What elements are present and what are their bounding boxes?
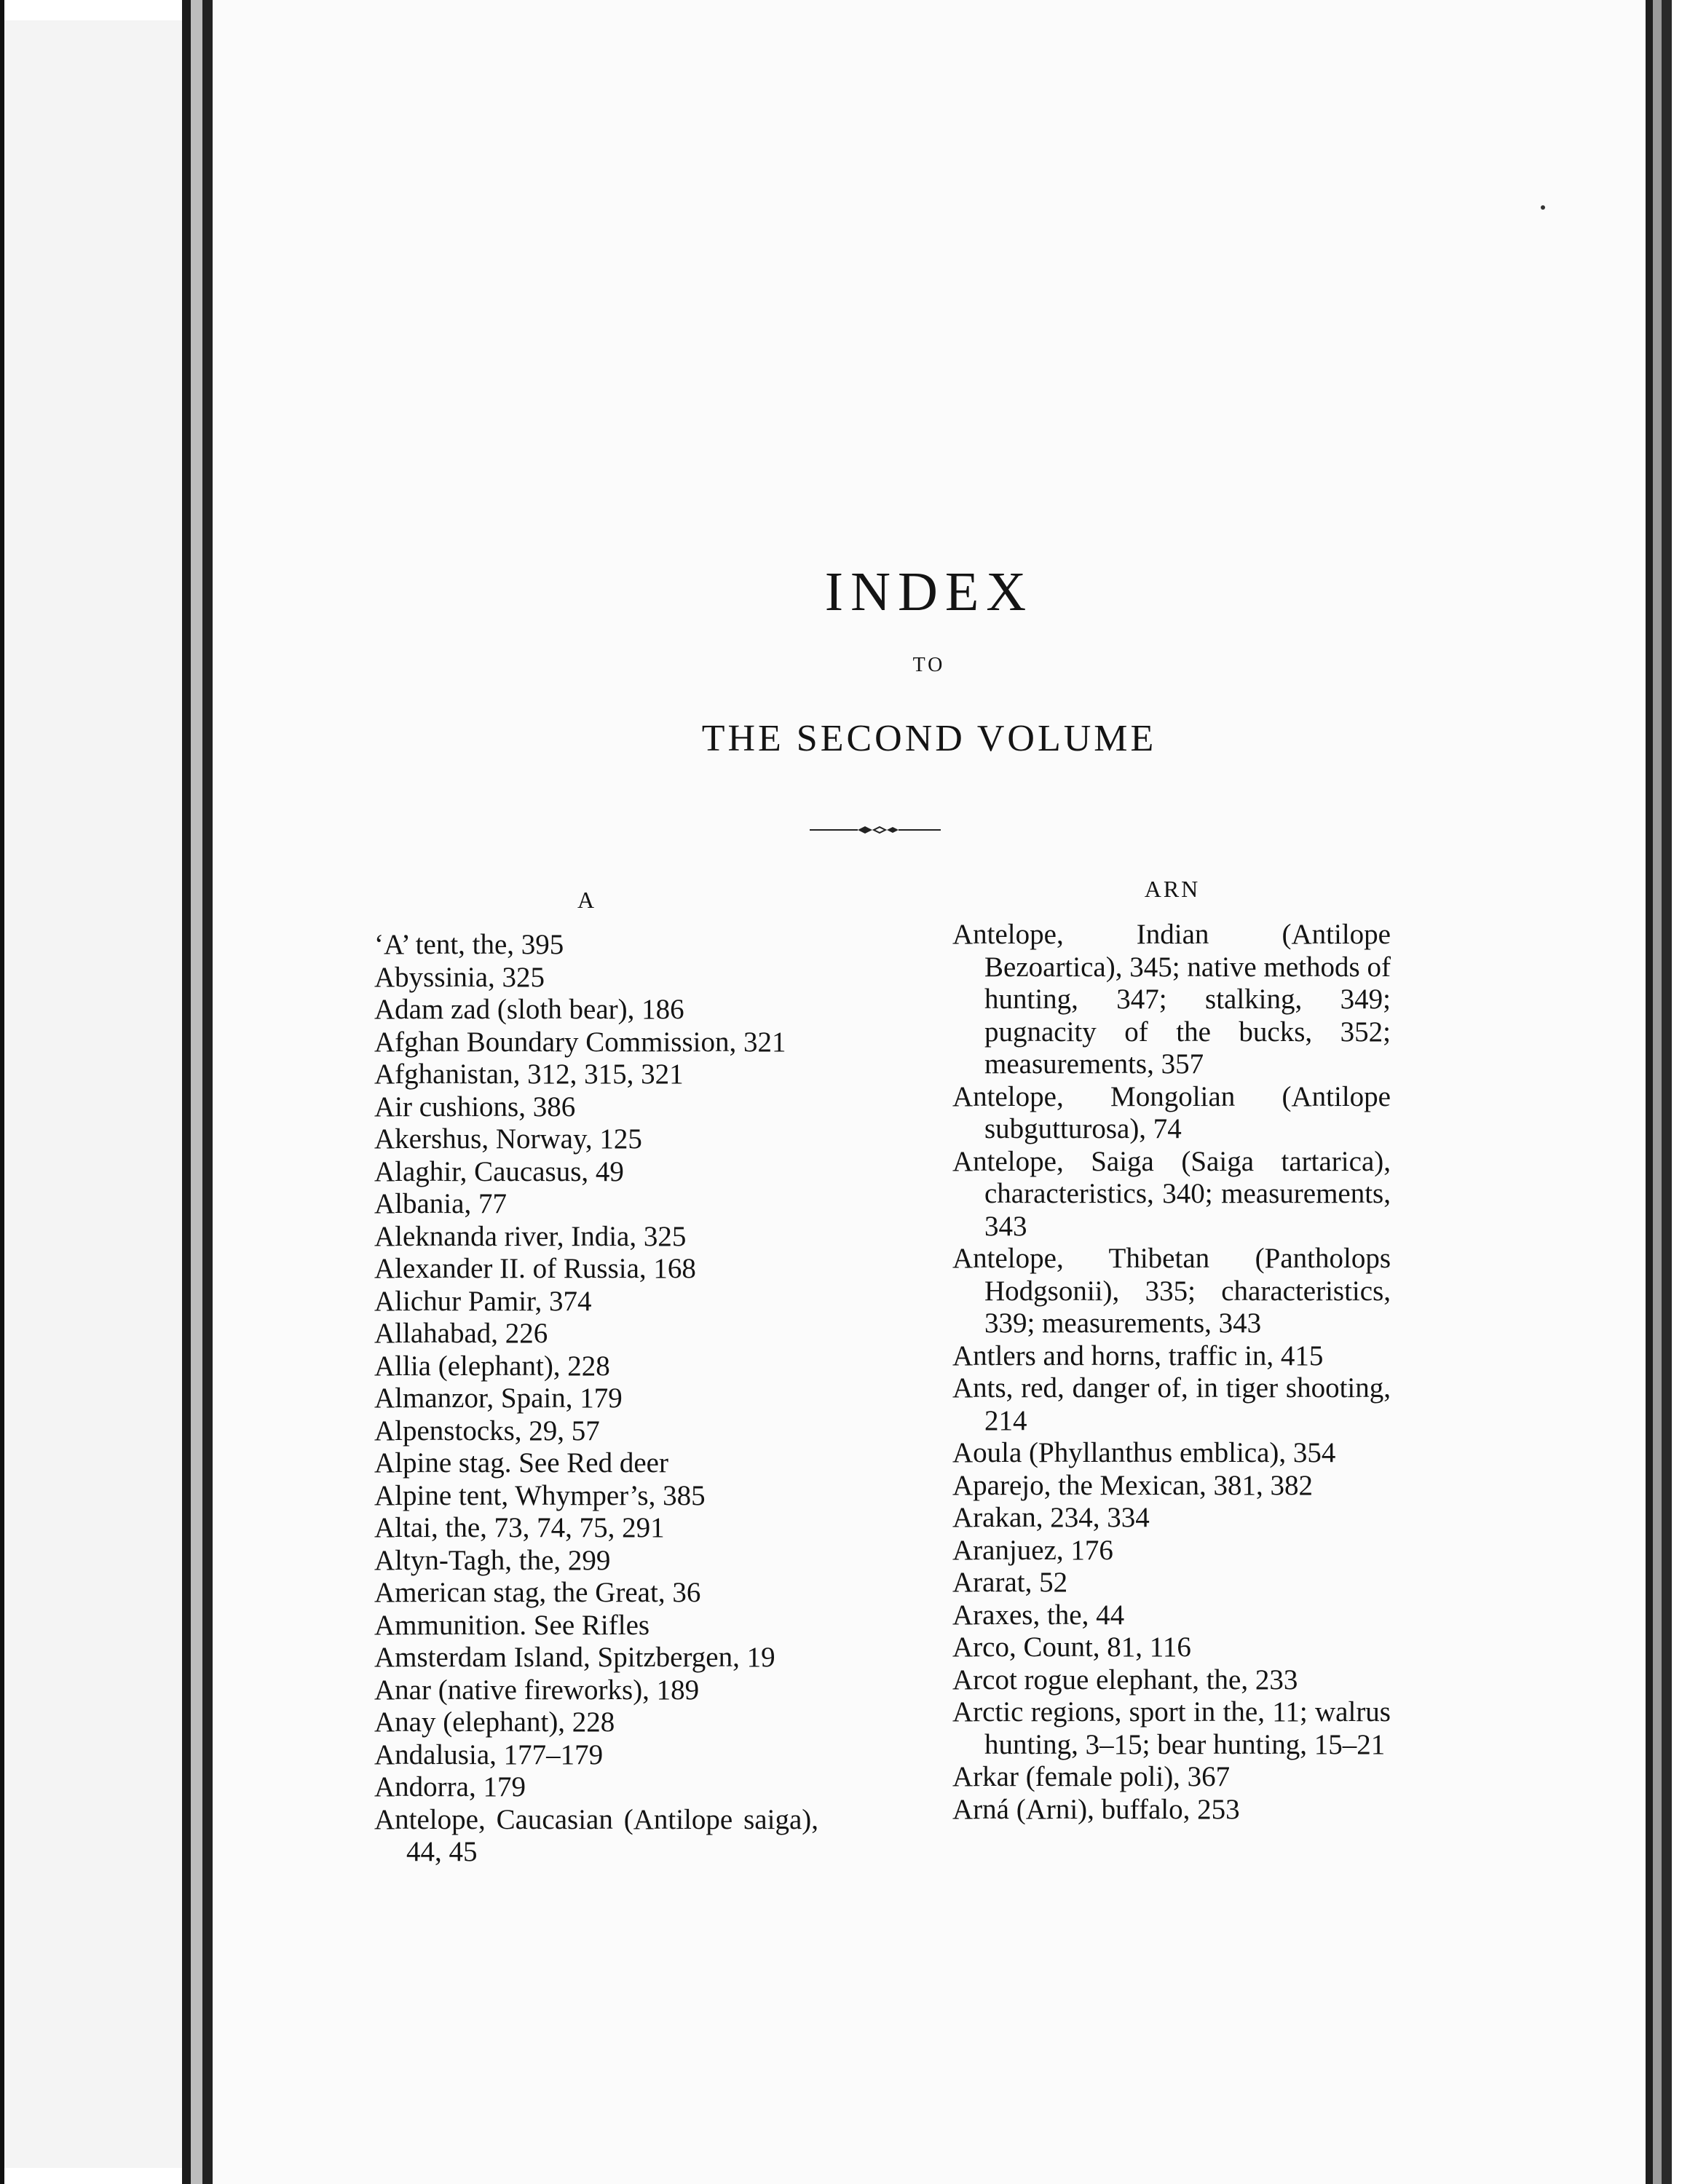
index-entry: Alpine stag. See Red deer — [374, 1447, 668, 1479]
index-column-right — [952, 919, 1391, 1826]
index-entry: Arcot rogue elephant, the, 233 — [952, 1663, 1298, 1696]
index-entry: Araxes, the, 44 — [952, 1599, 1125, 1631]
index-entry: Arkar (female poli), 367 — [952, 1761, 1231, 1792]
index-entry: Afghan Boundary Commission, 321 — [374, 1026, 786, 1058]
index-entry: Antelope, Saiga (Saiga tartarica), characteristics, 340; measurements, 343 — [952, 1145, 1391, 1242]
index-entry: Antlers and horns, traffic in, 415 — [952, 1340, 1324, 1372]
index-entry: Ammunition. See Rifles — [374, 1609, 650, 1641]
page-edge-right-shade — [1653, 0, 1662, 2184]
index-entry: Akershus, Norway, 125 — [374, 1123, 642, 1155]
index-entry: Arco, Count, 81, 116 — [952, 1631, 1191, 1663]
index-entry: Alexander II. of Russia, 168 — [374, 1253, 696, 1284]
index-entry: Almanzor, Spain, 179 — [374, 1382, 623, 1414]
index-entry: Aoula (Phyllanthus emblica), 354 — [952, 1437, 1336, 1468]
index-column-left — [374, 929, 818, 1869]
page-edge-right-outer — [1662, 0, 1672, 2184]
index-entry: Ants, red, danger of, in tiger shooting, 214 — [952, 1372, 1391, 1436]
index-entry: Antelope, Mongolian (Antilope subgutturosa), 74 — [952, 1080, 1391, 1144]
index-entry: Altyn-Tagh, the, 299 — [374, 1544, 611, 1576]
book-gutter-inner — [202, 0, 213, 2184]
index-entry: Antelope, Caucasian (Antilope saiga), 44, 45 — [374, 1803, 818, 1867]
page-subtitle: THE SECOND VOLUME — [701, 718, 1157, 759]
index-entry: Aranjuez, 176 — [952, 1534, 1113, 1566]
facing-page-edge — [4, 20, 182, 2168]
book-gutter — [182, 0, 191, 2184]
index-entry: Arná (Arni), buffalo, 253 — [952, 1793, 1240, 1825]
index-entry: Antelope, Indian (Antilope Bezoartica), 345; native methods of hunting, 347; stalking, 349; pugnacity of the bucks, 352; measurements, 357 — [952, 919, 1391, 1080]
index-entry: Air cushions, 386 — [374, 1091, 576, 1123]
scan-speck — [1541, 205, 1545, 210]
index-entry: Antelope, Thibetan (Pantholops Hodgsonii), 335; characteristics, 339; measurements, 343 — [952, 1243, 1391, 1339]
page-title: INDEX — [824, 561, 1034, 622]
index-entry: Altai, the, 73, 74, 75, 291 — [374, 1512, 665, 1543]
index-entry: Adam zad (sloth bear), 186 — [374, 994, 684, 1025]
index-entry: Ararat, 52 — [952, 1567, 1068, 1598]
index-entry: Arakan, 234, 334 — [952, 1502, 1150, 1533]
index-entry: Alpine tent, Whymper’s, 385 — [374, 1479, 706, 1511]
index-entry: Amsterdam Island, Spitzbergen, 19 — [374, 1642, 775, 1673]
index-entry: Anar (native fireworks), 189 — [374, 1674, 700, 1706]
index-entry: Alaghir, Caucasus, 49 — [374, 1155, 624, 1187]
index-entry: ‘A’ tent, the, 395 — [374, 929, 564, 960]
index-entry: Andalusia, 177–179 — [374, 1738, 604, 1770]
scan-margin-right — [1672, 0, 1698, 2184]
index-entry: Aleknanda river, India, 325 — [374, 1220, 687, 1252]
column-head-right: ARN — [1144, 876, 1201, 902]
book-gutter-shade — [191, 0, 202, 2184]
index-entry: Arctic regions, sport in the, 11; walrus hunting, 3–15; bear hunting, 15–21 — [952, 1696, 1391, 1760]
index-entry: Alichur Pamir, 374 — [374, 1285, 592, 1317]
ornament-divider — [810, 824, 941, 836]
index-entry: Andorra, 179 — [374, 1771, 526, 1803]
index-entry: Albania, 77 — [374, 1188, 507, 1219]
title-connector: TO — [912, 654, 946, 676]
index-entry: Anay (elephant), 228 — [374, 1706, 615, 1738]
index-entry: Abyssinia, 325 — [374, 961, 545, 993]
index-entry: Aparejo, the Mexican, 381, 382 — [952, 1469, 1313, 1501]
page-edge-right — [1646, 0, 1653, 2184]
column-head-left: A — [577, 887, 597, 913]
index-entry: Allia (elephant), 228 — [374, 1350, 610, 1382]
index-entry: American stag, the Great, 36 — [374, 1577, 701, 1608]
index-entry: Alpenstocks, 29, 57 — [374, 1415, 600, 1447]
index-entry: Afghanistan, 312, 315, 321 — [374, 1059, 684, 1090]
index-entry: Allahabad, 226 — [374, 1318, 548, 1349]
